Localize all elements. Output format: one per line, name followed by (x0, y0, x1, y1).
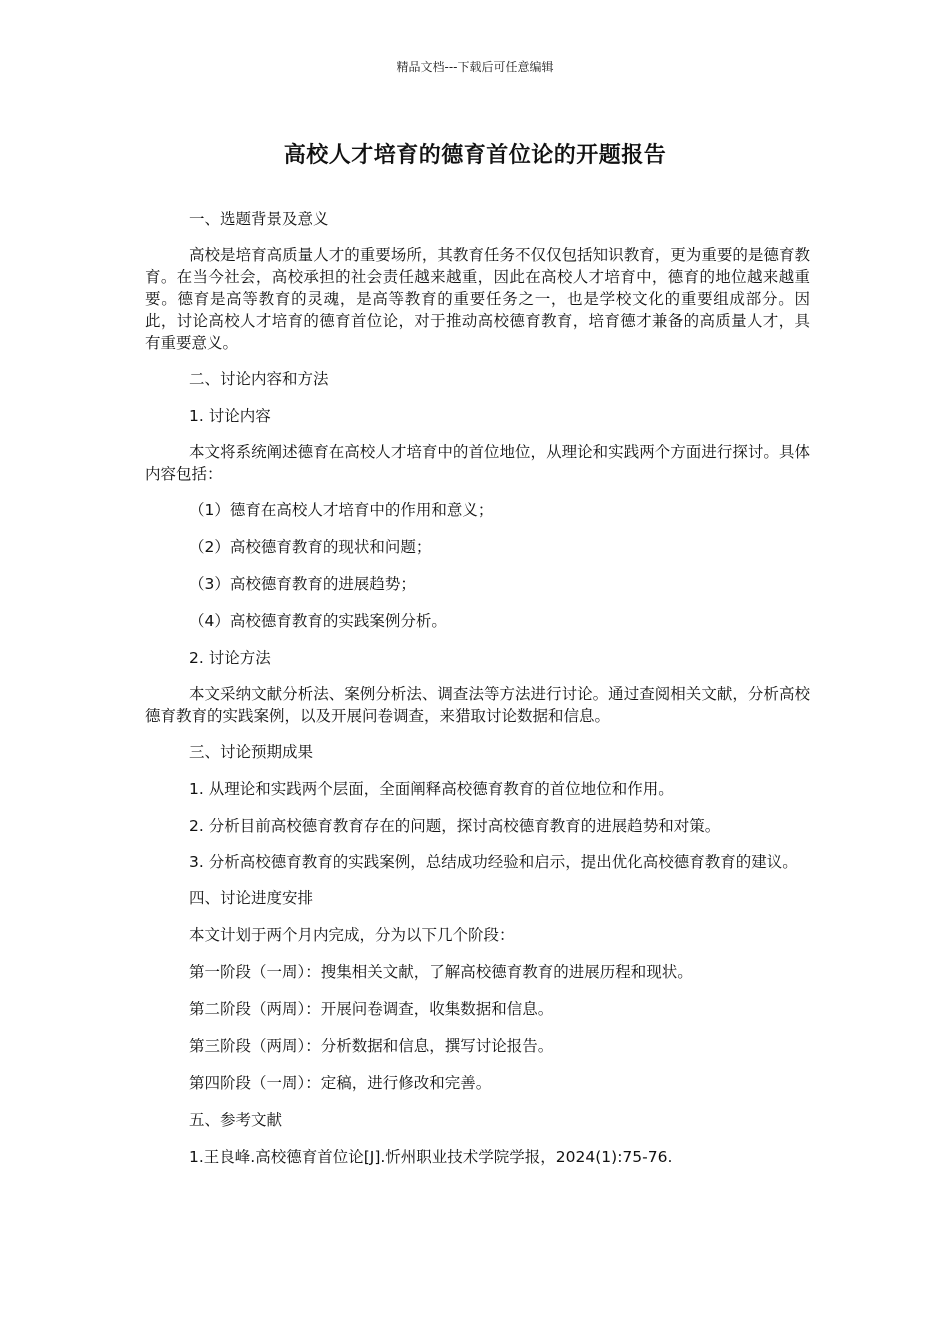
document-body (145, 207, 810, 1182)
body-paragraph: 本文采纳文献分析法、案例分析法、调查法等方法进行讨论。通过查阅相关文献，分析高校德育教育的实践案例，以及开展问卷调查，来猎取讨论数据和信息。 (145, 685, 810, 725)
section-heading: 五、参考文献 (189, 1111, 283, 1129)
subsection-heading: 2. 讨论方法 (189, 649, 271, 667)
reference-item: 1.王良峰.高校德育首位论[J].忻州职业技术学院学报，2024(1):75-76. (189, 1148, 673, 1166)
section-heading: 三、讨论预期成果 (189, 743, 314, 761)
header-note: 精品文档---下载后可任意编辑 (396, 60, 554, 74)
section-heading: 四、讨论进度安排 (189, 889, 314, 907)
section-heading: 一、选题背景及意义 (189, 210, 329, 228)
list-item: 2. 分析目前高校德育教育存在的问题，探讨高校德育教育的进展趋势和对策。 (189, 817, 721, 835)
schedule-item: 第三阶段（两周）：分析数据和信息，撰写讨论报告。 (189, 1037, 554, 1055)
body-paragraph: 本文将系统阐述德育在高校人才培育中的首位地位，从理论和实践两个方面进行探讨。具体内容包括： (145, 443, 810, 483)
section-heading: 二、讨论内容和方法 (189, 370, 329, 388)
subsection-heading: 1. 讨论内容 (189, 407, 271, 425)
body-paragraph: 高校是培育高质量人才的重要场所，其教育任务不仅仅包括知识教育，更为重要的是德育教育。在当今社会，高校承担的社会责任越来越重，因此在高校人才培育中，德育的地位越来越重要。德育是高等教育的灵魂，是高等教育的重要任务之一，也是学校文化的重要组成部分。因此，讨论高校人才培育的德育首位论，对于推动高校德育教育，培育德才兼备的高质量人才，具有重要意义。 (145, 246, 810, 352)
schedule-item: 第一阶段（一周）：搜集相关文献，了解高校德育教育的进展历程和现状。 (189, 963, 693, 981)
list-item: （4）高校德育教育的实践案例分析。 (189, 612, 447, 630)
schedule-item: 第四阶段（一周）：定稿，进行修改和完善。 (189, 1074, 492, 1092)
list-item: 1. 从理论和实践两个层面，全面阐释高校德育教育的首位地位和作用。 (189, 780, 674, 798)
body-paragraph: 本文计划于两个月内完成，分为以下几个阶段： (189, 926, 515, 944)
schedule-item: 第二阶段（两周）：开展问卷调查，收集数据和信息。 (189, 1000, 554, 1018)
document-title: 高校人才培育的德育首位论的开题报告 (283, 143, 667, 168)
list-item: （1）德育在高校人才培育中的作用和意义； (189, 501, 494, 519)
list-item: （3）高校德育教育的进展趋势； (189, 575, 416, 593)
list-item: 3. 分析高校德育教育的实践案例，总结成功经验和启示，提出优化高校德育教育的建议。 (189, 853, 798, 871)
list-item: （2）高校德育教育的现状和问题； (189, 538, 432, 556)
